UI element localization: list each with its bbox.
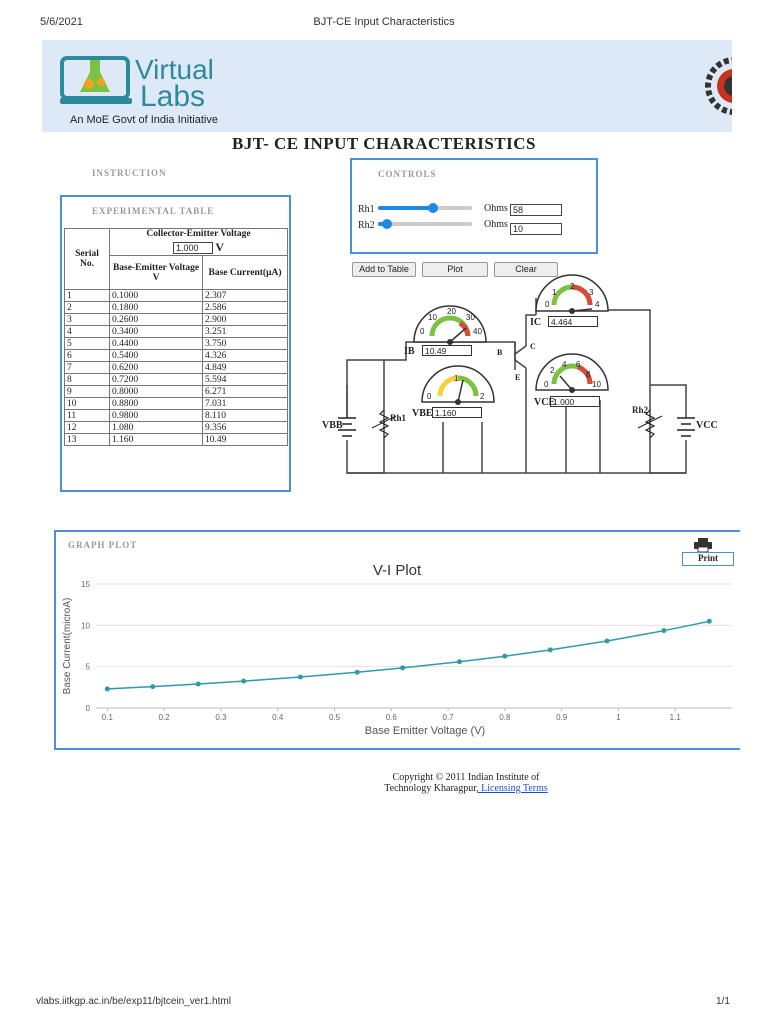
graph-plot-label: GRAPH PLOT: [68, 540, 138, 550]
vbe-scale-2: 2: [480, 392, 485, 401]
rh1-label-text: Rh1: [358, 204, 375, 215]
row-ib: 7.031: [203, 398, 288, 410]
table-row: [65, 326, 288, 338]
chart-xtick-label: 1.1: [669, 713, 681, 722]
chart-data-point: [298, 675, 303, 680]
row-ib: 3.750: [203, 338, 288, 350]
row-vbe: 0.7200: [110, 374, 203, 386]
ic-readout: 4.464: [548, 316, 598, 327]
rh1-label: [358, 204, 375, 215]
ic-scale-2: 2: [570, 282, 575, 291]
col-serial-header: Serial No.: [65, 229, 110, 290]
table-row: [65, 302, 288, 314]
table-row: [65, 350, 288, 362]
rh1-circuit-label: Rh1: [390, 413, 407, 423]
row-serial: 9: [65, 386, 110, 398]
ic-label: IC: [530, 317, 542, 328]
chart-ytick-label: 5: [85, 662, 90, 672]
vbe-scale-0: 0: [427, 392, 432, 401]
chart-title: V-I Plot: [372, 562, 422, 579]
chart-series-line: [107, 621, 709, 689]
chart-data-point: [150, 684, 155, 689]
print-button[interactable]: Print: [682, 552, 734, 566]
row-vbe: 0.1800: [110, 302, 203, 314]
chart-data-point: [400, 665, 405, 670]
ib-scale-0: 0: [420, 327, 425, 336]
row-serial: 4: [65, 326, 110, 338]
chart-xtick-label: 0.2: [158, 713, 170, 722]
chart-xtick-label: 0.5: [328, 713, 341, 722]
ic-scale-0: 0: [545, 300, 550, 309]
row-serial: 11: [65, 410, 110, 422]
row-vbe: 0.8800: [110, 398, 203, 410]
table-row: [65, 422, 288, 434]
row-ib: 4.849: [203, 362, 288, 374]
emitter-terminal-label: E: [515, 373, 521, 382]
table-row: [65, 398, 288, 410]
ib-readout: 10.49: [422, 345, 472, 356]
row-ib: 10.49: [203, 434, 288, 446]
table-row: [65, 314, 288, 326]
chart-xtick-label: 0.4: [272, 713, 284, 722]
print-page-title: BJT-CE Input Characteristics: [313, 16, 455, 28]
table-row: [65, 290, 288, 302]
rh1-slider[interactable]: [378, 206, 472, 210]
row-serial: 5: [65, 338, 110, 350]
page-title: BJT- CE INPUT CHARACTERISTICS: [231, 134, 537, 153]
row-vbe: 1.160: [110, 434, 203, 446]
vce-readout: 1.000: [550, 396, 600, 407]
chart-data-point: [196, 682, 201, 687]
row-ib: 2.307: [203, 290, 288, 302]
vi-plot-chart: [56, 556, 736, 741]
rh1-slider-fill: [378, 206, 433, 210]
col-vce-group-label: Collector-Emitter Voltage: [146, 229, 251, 240]
row-serial: 1: [65, 290, 110, 302]
table-row: [65, 338, 288, 350]
row-vbe: 0.3400: [110, 326, 203, 338]
vce-scale-4: 4: [562, 360, 567, 369]
table-row: [65, 386, 288, 398]
print-date: 5/6/2021: [40, 16, 83, 28]
col-vbe-label: Base-Emitter Voltage: [112, 262, 200, 273]
row-serial: 8: [65, 374, 110, 386]
instruction-link[interactable]: INSTRUCTION: [92, 168, 167, 178]
plot-button[interactable]: Plot: [422, 262, 488, 277]
chart-data-point: [457, 659, 462, 664]
copyright-line2: Technology Kharagpur: [384, 783, 477, 794]
copyright-line1: Copyright © 2011 Indian Institute of: [392, 772, 540, 783]
rh2-circuit-label: Rh2: [632, 405, 649, 415]
chart-data-point: [661, 628, 666, 633]
chart-ytick-label: 10: [81, 621, 90, 631]
col-vbe-unit: V: [152, 272, 160, 283]
vce-label: VCE: [534, 397, 556, 408]
controls-label: CONTROLS: [378, 169, 437, 179]
footer-url: vlabs.iitkgp.ac.in/be/exp11/bjtcein_ver1.html: [36, 996, 231, 1007]
ic-scale-4: 4: [595, 300, 600, 309]
vce-scale-2: 2: [550, 366, 555, 375]
experimental-table-wrap: [64, 228, 288, 446]
rh2-unit: Ohms: [484, 219, 508, 230]
ib-scale-2: 20: [447, 307, 456, 316]
ib-scale-1: 10: [428, 313, 437, 322]
chart-data-point: [707, 619, 712, 624]
vce-scale-0: 0: [544, 380, 549, 389]
chart-ytick-label: 0: [85, 704, 90, 713]
vce-scale-10: 10: [592, 380, 601, 389]
col-ib-header: Base Current(μA): [203, 256, 288, 290]
row-serial: 13: [65, 434, 110, 446]
row-ib: 8.110: [203, 410, 288, 422]
vce-table-input[interactable]: 1.000: [173, 242, 213, 254]
row-serial: 12: [65, 422, 110, 434]
logo-text-virtual: Virtual: [135, 54, 214, 85]
logo-tagline: An MoE Govt of India Initiative: [70, 114, 218, 126]
row-vbe: 0.1000: [110, 290, 203, 302]
col-vce-group-header: [110, 229, 288, 256]
chart-xtick-label: 0.6: [385, 713, 397, 722]
col-vbe-header: [110, 256, 203, 290]
row-serial: 3: [65, 314, 110, 326]
row-vbe: 0.8000: [110, 386, 203, 398]
chart-xlabel: Base Emitter Voltage (V): [364, 725, 486, 737]
ic-scale-3: 3: [589, 288, 594, 297]
chart-xtick-label: 0.7: [442, 713, 454, 722]
chart-ylabel: Base Current(microA): [62, 597, 73, 695]
vbe-readout: 1.160: [432, 407, 482, 418]
row-ib: 2.900: [203, 314, 288, 326]
collector-terminal-label: C: [530, 342, 536, 351]
rh2-label: [358, 220, 375, 231]
row-vbe: 0.6200: [110, 362, 203, 374]
printer-icon[interactable]: [694, 538, 712, 552]
chart-data-point: [241, 679, 246, 684]
vce-scale-8: 8: [586, 370, 591, 379]
row-ib: 2.586: [203, 302, 288, 314]
rh1-input[interactable]: 58: [510, 204, 562, 216]
chart-data-point: [105, 686, 110, 691]
row-vbe: 0.5400: [110, 350, 203, 362]
iit-kgp-seal-icon: [704, 44, 732, 130]
vbe-scale-1: 1: [454, 374, 459, 383]
chart-data-point: [548, 647, 553, 652]
footer-page-number: 1/1: [716, 996, 730, 1007]
base-terminal-label: B: [497, 348, 503, 357]
rh1-unit: Ohms: [484, 203, 508, 214]
row-serial: 6: [65, 350, 110, 362]
vbe-label: VBE: [412, 408, 433, 419]
row-ib: 6.271: [203, 386, 288, 398]
table-row: [65, 374, 288, 386]
table-row: [65, 362, 288, 374]
ib-label: IB: [404, 346, 415, 357]
row-serial: 10: [65, 398, 110, 410]
rh2-label-text: Rh2: [358, 220, 375, 231]
chart-data-point: [355, 670, 360, 675]
row-vbe: 0.2600: [110, 314, 203, 326]
chart-xtick-label: 0.1: [101, 713, 113, 722]
rh2-slider[interactable]: [378, 222, 472, 226]
ib-scale-4: 40: [473, 327, 482, 336]
vbb-label: VBB: [322, 420, 343, 431]
chart-xtick-label: 0.8: [499, 713, 511, 722]
row-vbe: 1.080: [110, 422, 203, 434]
chart-data-point: [605, 638, 610, 643]
vce-unit: V: [215, 240, 225, 255]
row-ib: 3.251: [203, 326, 288, 338]
table-row: [65, 410, 288, 422]
chart-xtick-label: 1: [616, 713, 621, 722]
copyright: [0, 772, 768, 794]
row-ib: 4.326: [203, 350, 288, 362]
clear-button[interactable]: Clear: [494, 262, 558, 277]
row-vbe: 0.4400: [110, 338, 203, 350]
row-serial: 2: [65, 302, 110, 314]
ic-scale-1: 1: [552, 288, 557, 297]
row-vbe: 0.9800: [110, 410, 203, 422]
rh1-slider-handle[interactable]: [428, 203, 438, 213]
row-ib: 9.356: [203, 422, 288, 434]
logo-text-labs: Labs: [140, 80, 206, 113]
rh2-input[interactable]: 10: [510, 223, 562, 235]
vcc-label: VCC: [696, 420, 718, 431]
table-row: [65, 434, 288, 446]
experimental-table-label: EXPERIMENTAL TABLE: [92, 206, 215, 216]
row-ib: 5.594: [203, 374, 288, 386]
chart-xtick-label: 0.9: [556, 713, 568, 722]
vce-scale-6: 6: [576, 360, 581, 369]
virtual-labs-logo-icon: [60, 54, 132, 108]
chart-ytick-label: 15: [81, 580, 90, 589]
experimental-table: [64, 228, 288, 446]
ib-scale-3: 30: [466, 313, 475, 322]
chart-xtick-label: 0.3: [215, 713, 227, 722]
add-to-table-button[interactable]: Add to Table: [352, 262, 416, 277]
row-serial: 7: [65, 362, 110, 374]
licensing-terms-link[interactable]: , Licensing Terms: [476, 783, 548, 794]
chart-data-point: [502, 654, 507, 659]
